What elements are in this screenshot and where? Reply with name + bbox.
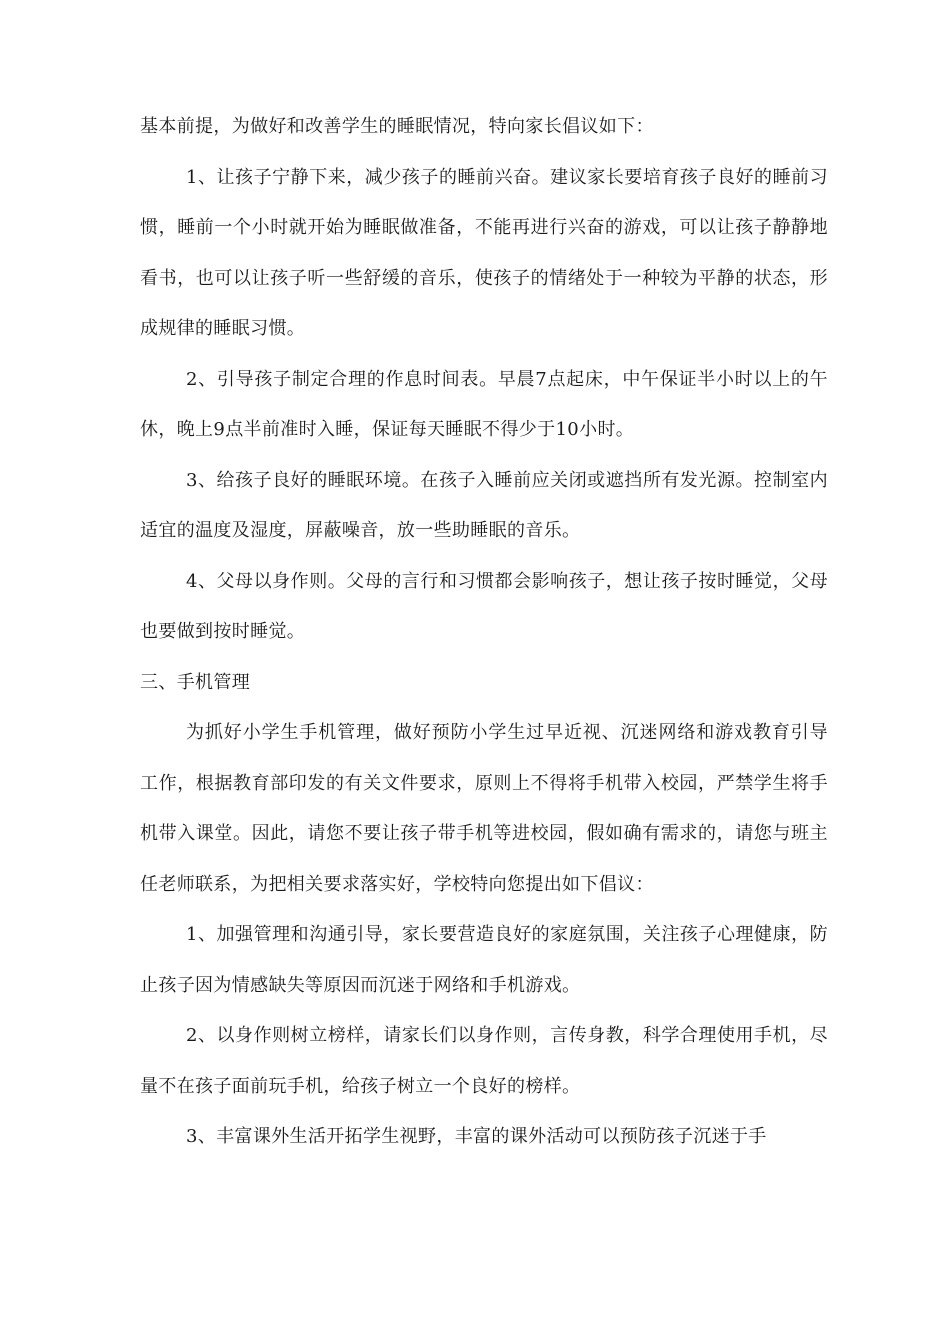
paragraph-sleep-item-2: 2、引导孩子制定合理的作息时间表。早晨7点起床，中午保证半小时以上的午休，晚上9点半前准时入睡，保证每天睡眠不得少于10小时。 (140, 368, 828, 440)
paragraph-phone-item-3: 3、丰富课外生活开拓学生视野，丰富的课外活动可以预防孩子沉迷于手 (186, 1126, 767, 1147)
document-page (140, 102, 828, 1163)
paragraph-phone-item-2: 2、以身作则树立榜样，请家长们以身作则，言传身教，科学合理使用手机，尽量不在孩子面前玩手机，给孩子树立一个良好的榜样。 (140, 1025, 828, 1097)
section-heading-phone-management: 三、手机管理 (140, 671, 251, 693)
paragraph-sleep-item-4: 4、父母以身作则。父母的言行和习惯都会影响孩子，想让孩子按时睡觉，父母也要做到按时睡觉。 (140, 570, 828, 642)
paragraph-sleep-intro: 基本前提，为做好和改善学生的睡眠情况，特向家长倡议如下： (140, 116, 654, 137)
paragraph-sleep-item-3: 3、给孩子良好的睡眠环境。在孩子入睡前应关闭或遮挡所有发光源。控制室内适宜的温度及湿度，屏蔽噪音，放一些助睡眠的音乐。 (140, 469, 828, 541)
paragraph-phone-intro: 为抓好小学生手机管理，做好预防小学生过早近视、沉迷网络和游戏教育引导工作，根据教育部印发的有关文件要求，原则上不得将手机带入校园，严禁学生将手机带入课堂。因此，请您不要让孩子带手机等进校园，假如确有需求的，请您与班主任老师联系，为把相关要求落实好，学校特向您提出如下倡议： (140, 722, 828, 895)
paragraph-phone-item-1: 1、加强管理和沟通引导，家长要营造良好的家庭氛围，关注孩子心理健康，防止孩子因为情感缺失等原因而沉迷于网络和手机游戏。 (140, 924, 828, 996)
paragraph-sleep-item-1: 1、让孩子宁静下来，减少孩子的睡前兴奋。建议家长要培育孩子良好的睡前习惯，睡前一个小时就开始为睡眠做准备，不能再进行兴奋的游戏，可以让孩子静静地看书，也可以让孩子听一些舒缓的音乐，使孩子的情绪处于一种较为平静的状态，形成规律的睡眠习惯。 (140, 166, 828, 339)
